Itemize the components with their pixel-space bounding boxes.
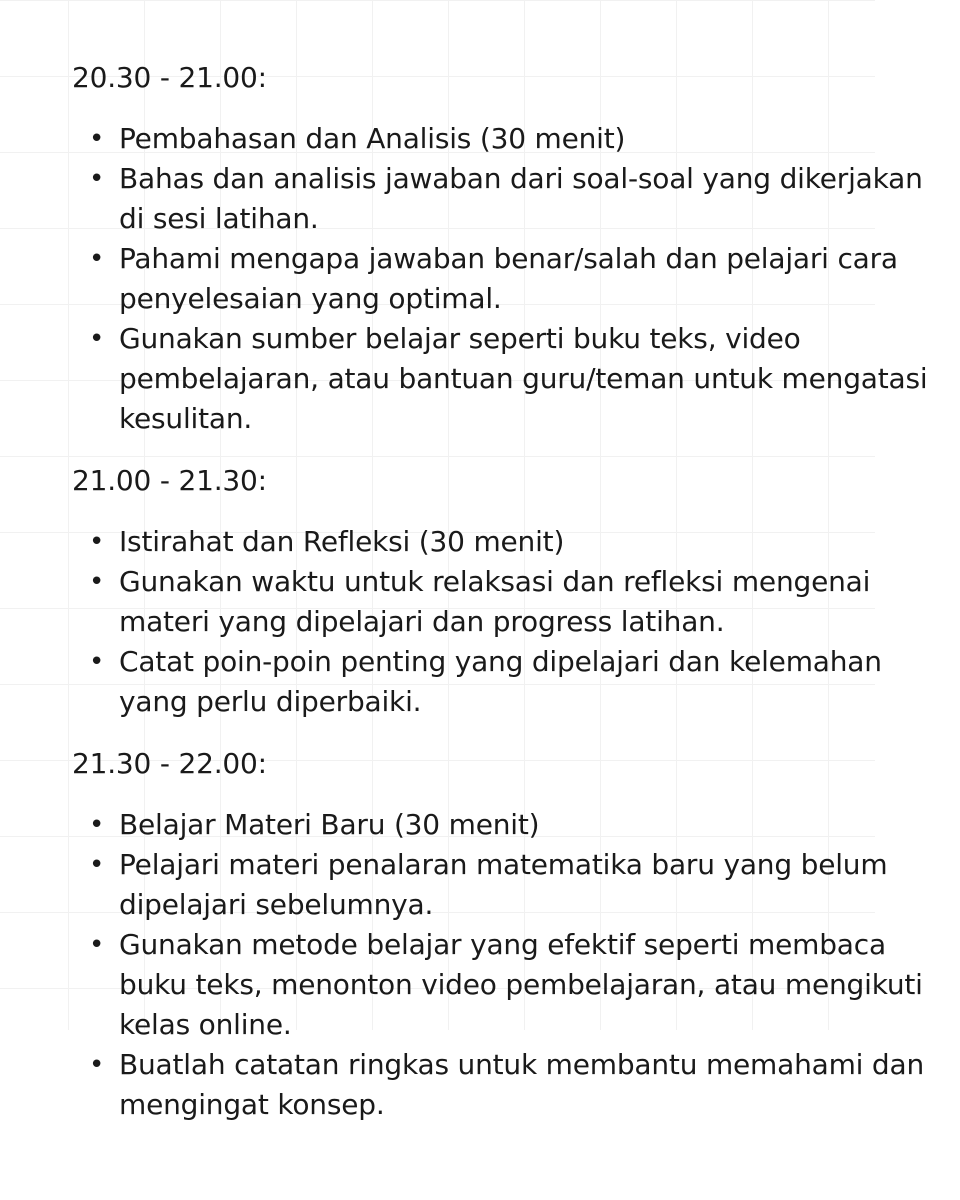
- list-item-text: Buatlah catatan ringkas untuk membantu memahami dan mengingat konsep.: [119, 1048, 925, 1121]
- bullet-icon: •: [89, 1050, 105, 1080]
- schedule-document: [72, 58, 932, 1125]
- bullet-icon: •: [89, 324, 105, 354]
- list-item: [72, 562, 932, 642]
- list-item-text: Pembahasan dan Analisis (30 menit): [119, 122, 626, 155]
- list-item-text: Gunakan metode belajar yang efektif seperti membaca buku teks, menonton video pembelajaran, atau mengikuti kelas online.: [119, 928, 923, 1041]
- list-item-text: Catat poin-poin penting yang dipelajari dan kelemahan yang perlu diperbaiki.: [119, 645, 882, 718]
- bullet-icon: •: [89, 567, 105, 597]
- bullet-icon: •: [89, 850, 105, 880]
- list-item-text: Gunakan waktu untuk relaksasi dan refleksi mengenai materi yang dipelajari dan progress latihan.: [119, 565, 871, 638]
- list-item-text: Pelajari materi penalaran matematika baru yang belum dipelajari sebelumnya.: [119, 848, 888, 921]
- bullet-list: [72, 119, 932, 439]
- list-item: [72, 239, 932, 319]
- list-item: [72, 119, 932, 159]
- list-item-text: Belajar Materi Baru (30 menit): [119, 808, 540, 841]
- list-item: [72, 159, 932, 239]
- list-item: [72, 642, 932, 722]
- time-heading: 21.00 - 21.30:: [72, 464, 267, 497]
- bullet-icon: •: [89, 164, 105, 194]
- list-item-text: Pahami mengapa jawaban benar/salah dan pelajari cara penyelesaian yang optimal.: [119, 242, 898, 315]
- bullet-icon: •: [89, 930, 105, 960]
- list-item: [72, 522, 932, 562]
- list-item: [72, 845, 932, 925]
- list-item: [72, 319, 932, 439]
- bullet-icon: •: [89, 124, 105, 154]
- bullet-icon: •: [89, 810, 105, 840]
- bullet-list: [72, 805, 932, 1125]
- list-item: [72, 1045, 932, 1125]
- bullet-icon: •: [89, 527, 105, 557]
- time-heading: 21.30 - 22.00:: [72, 747, 267, 780]
- time-heading: 20.30 - 21.00:: [72, 61, 267, 94]
- schedule-section-1: [72, 58, 932, 439]
- schedule-section-2: [72, 461, 932, 722]
- list-item: [72, 805, 932, 845]
- list-item-text: Gunakan sumber belajar seperti buku teks, video pembelajaran, atau bantuan guru/teman untuk mengatasi kesulitan.: [119, 322, 928, 435]
- bullet-icon: •: [89, 244, 105, 274]
- list-item-text: Istirahat dan Refleksi (30 menit): [119, 525, 565, 558]
- bullet-list: [72, 522, 932, 722]
- list-item: [72, 925, 932, 1045]
- schedule-section-3: [72, 744, 932, 1125]
- list-item-text: Bahas dan analisis jawaban dari soal-soal yang dikerjakan di sesi latihan.: [119, 162, 923, 235]
- bullet-icon: •: [89, 647, 105, 677]
